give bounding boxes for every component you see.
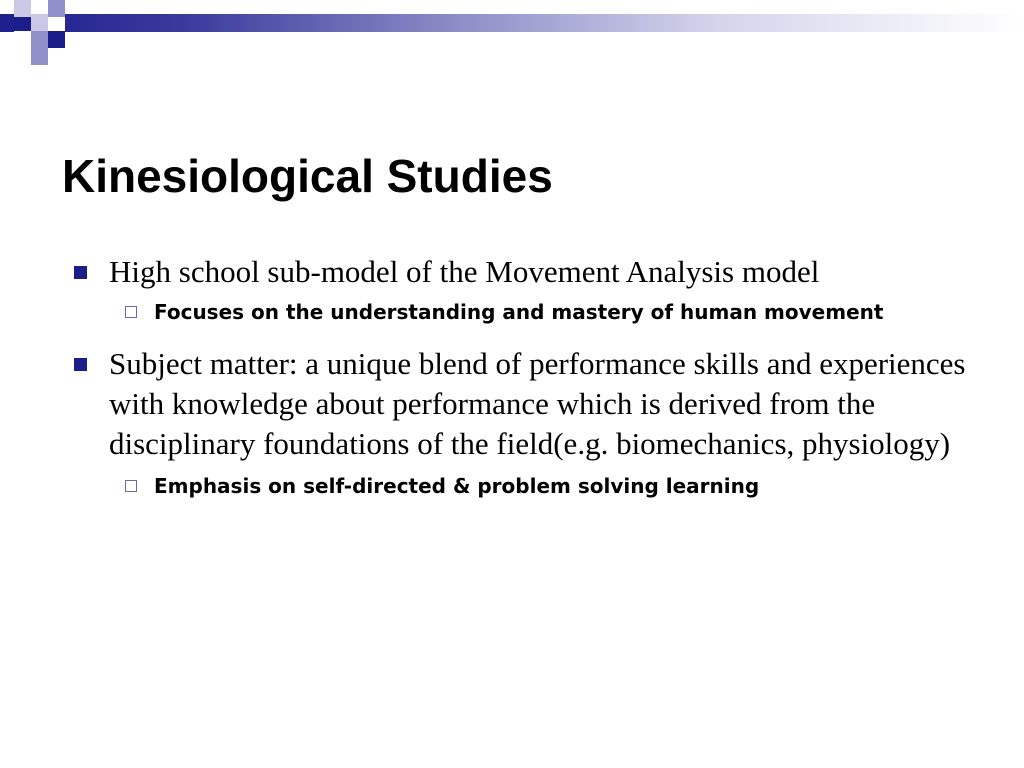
deco-square-mid xyxy=(48,0,65,17)
deco-square-white xyxy=(14,31,31,48)
bullet-item xyxy=(72,252,972,292)
square-bullet-icon xyxy=(74,358,87,371)
deco-square-light xyxy=(14,0,31,17)
hollow-square-bullet-icon xyxy=(125,306,137,318)
header-gradient-bar xyxy=(0,14,1024,32)
slide-title: Kinesiological Studies xyxy=(62,150,553,202)
sub-bullet-text: Emphasis on self-directed & problem solving learning xyxy=(154,474,760,498)
deco-square-mid xyxy=(31,31,48,48)
bullet-item xyxy=(72,344,972,464)
deco-square-dark xyxy=(48,31,65,48)
bullet-list xyxy=(72,252,972,500)
sub-bullet-item xyxy=(72,298,972,326)
bullet-text: High school sub-model of the Movement Analysis model xyxy=(109,254,820,289)
deco-square-mid xyxy=(31,48,48,65)
hollow-square-bullet-icon xyxy=(125,480,137,492)
square-bullet-icon xyxy=(74,266,87,279)
bullet-text: Subject matter: a unique blend of performance skills and experiences with knowledge about performance which is derived from the disciplinary foundations of the field(e.g. biomechanics, physiology) xyxy=(109,346,966,461)
sub-bullet-text: Focuses on the understanding and mastery of human movement xyxy=(154,300,884,324)
sub-bullet-item xyxy=(72,472,972,500)
deco-square-light xyxy=(31,14,48,31)
